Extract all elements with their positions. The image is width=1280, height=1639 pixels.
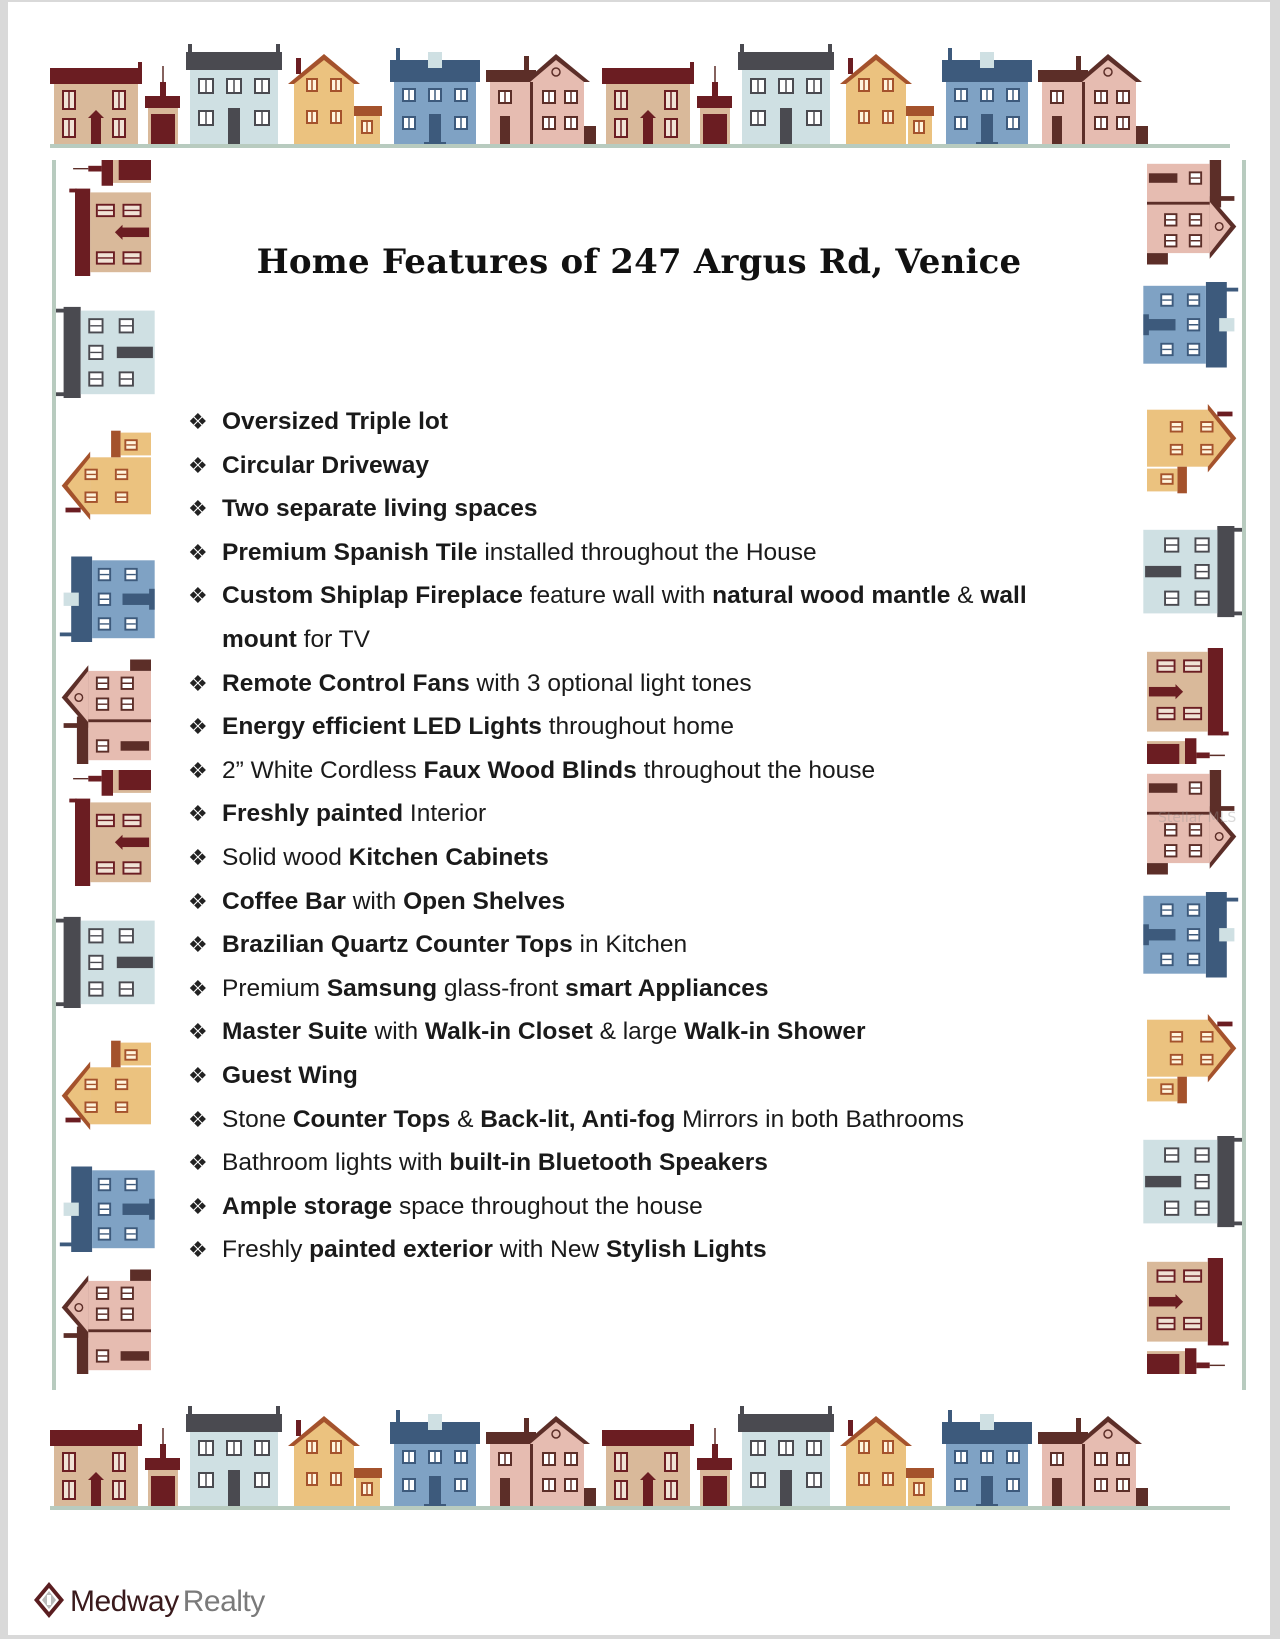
feature-highlight: natural wood mantle xyxy=(712,582,951,610)
feature-item xyxy=(186,1010,1086,1054)
feature-text: glass-front xyxy=(437,974,566,1002)
yellow-gable-house-icon xyxy=(52,404,162,520)
feature-highlight: Remote Control Fans xyxy=(222,669,470,697)
yellow-gable-house-icon xyxy=(1136,404,1246,520)
feature-item xyxy=(186,836,1086,880)
feature-text: space throughout the house xyxy=(392,1192,703,1220)
feature-highlight: Kitchen Cabinets xyxy=(348,843,549,871)
blue-dormer-house-icon xyxy=(942,1406,1032,1510)
lightblue-colonial-icon xyxy=(52,282,162,398)
feature-text: Freshly xyxy=(222,1236,310,1264)
diamond-bullet-icon: ❖ xyxy=(188,1150,208,1176)
feature-highlight: Counter Tops xyxy=(292,1105,451,1133)
brown-house-with-garage-icon xyxy=(1136,648,1246,764)
ground-line xyxy=(50,1506,1230,1510)
diamond-bullet-icon: ❖ xyxy=(188,409,208,434)
feature-item xyxy=(186,749,1086,793)
feature-highlight: Energy efficient LED Lights xyxy=(222,713,542,741)
pink-gable-house-icon xyxy=(52,648,162,764)
feature-highlight: Faux Wood Blinds xyxy=(423,756,637,784)
blue-dormer-house-icon xyxy=(52,526,162,642)
feature-highlight: Stylish Lights xyxy=(605,1236,767,1264)
brand-logo xyxy=(32,1580,265,1624)
feature-item xyxy=(186,880,1086,924)
feature-highlight: painted exterior xyxy=(309,1236,493,1264)
feature-text: Interior xyxy=(403,800,487,828)
yellow-gable-house-icon xyxy=(840,48,936,148)
feature-highlight: wall mount xyxy=(222,582,1027,653)
feature-item xyxy=(186,1054,1086,1098)
brown-house-with-garage-icon xyxy=(52,770,162,886)
feature-item xyxy=(186,487,1086,531)
feature-text: Stone xyxy=(222,1105,293,1133)
feature-item xyxy=(186,662,1086,706)
feature-highlight: Custom Shiplap Fireplace xyxy=(222,582,523,610)
yellow-gable-house-icon xyxy=(840,1410,936,1510)
diamond-bullet-icon: ❖ xyxy=(188,1062,208,1088)
yellow-gable-house-icon xyxy=(288,1410,384,1510)
feature-highlight: Circular Driveway xyxy=(222,451,429,479)
blue-dormer-house-icon xyxy=(1136,282,1246,398)
lightblue-colonial-icon xyxy=(52,892,162,1008)
diamond-house-icon xyxy=(32,1580,66,1624)
diamond-bullet-icon: ❖ xyxy=(188,670,208,696)
feature-text: Premium xyxy=(222,974,327,1002)
feature-text: with xyxy=(367,1018,425,1046)
diamond-bullet-icon: ❖ xyxy=(188,932,208,958)
feature-highlight: Samsung xyxy=(326,974,438,1002)
diamond-bullet-icon: ❖ xyxy=(188,539,208,565)
feature-highlight: Walk-in Shower xyxy=(684,1018,866,1046)
feature-text: installed throughout the House xyxy=(477,538,817,566)
blue-dormer-house-icon xyxy=(1136,892,1246,1008)
diamond-bullet-icon: ❖ xyxy=(188,452,208,478)
pink-gable-house-icon xyxy=(486,1410,596,1510)
feature-text: 2” White Cordless xyxy=(222,756,424,784)
feature-text: with 3 optional light tones xyxy=(469,669,752,697)
diamond-bullet-icon: ❖ xyxy=(188,714,208,740)
feature-item xyxy=(186,923,1086,967)
pink-gable-house-icon xyxy=(1038,1410,1148,1510)
feature-text: in Kitchen xyxy=(572,931,688,959)
yellow-gable-house-icon xyxy=(1136,1014,1246,1130)
feature-item xyxy=(186,574,1086,661)
feature-highlight: Brazilian Quartz Counter Tops xyxy=(222,931,573,959)
feature-text: & xyxy=(450,1105,481,1133)
feature-item xyxy=(186,967,1086,1011)
feature-highlight: Open Shelves xyxy=(403,887,566,915)
lightblue-colonial-icon xyxy=(186,1406,282,1510)
diamond-bullet-icon: ❖ xyxy=(188,496,208,522)
features-list xyxy=(186,400,1086,1272)
blue-dormer-house-icon xyxy=(52,1136,162,1252)
feature-text: Solid wood xyxy=(222,843,349,871)
feature-text: throughout home xyxy=(541,713,734,741)
diamond-bullet-icon: ❖ xyxy=(188,757,208,783)
pink-gable-house-icon xyxy=(52,1258,162,1374)
feature-text: & large xyxy=(592,1018,685,1046)
brown-house-with-garage-icon xyxy=(50,1410,180,1510)
diamond-bullet-icon: ❖ xyxy=(188,1019,208,1045)
feature-text: Bathroom lights with xyxy=(222,1149,450,1177)
feature-item xyxy=(186,1098,1086,1142)
brand-name-realty: Realty xyxy=(182,1585,265,1618)
feature-item xyxy=(186,531,1086,575)
blue-dormer-house-icon xyxy=(390,1406,480,1510)
brand-name-medway: Medway xyxy=(70,1585,179,1618)
feature-item xyxy=(186,1228,1086,1272)
left-house-border xyxy=(52,160,162,1390)
feature-text: Mirrors in both Bathrooms xyxy=(675,1105,964,1133)
feature-highlight: Coffee Bar xyxy=(222,887,346,915)
bottom-house-border xyxy=(50,1400,1230,1510)
page-title: Home Features of 247 Argus Rd, Venice xyxy=(256,242,1022,282)
diamond-bullet-icon: ❖ xyxy=(188,1237,208,1263)
feature-item xyxy=(186,1185,1086,1229)
feature-highlight: Back-lit, Anti-fog xyxy=(480,1105,676,1133)
diamond-bullet-icon: ❖ xyxy=(188,844,208,870)
feature-highlight: Ample storage xyxy=(222,1192,393,1220)
lightblue-colonial-icon xyxy=(1136,1136,1246,1252)
diamond-bullet-icon: ❖ xyxy=(188,975,208,1001)
feature-text: feature wall with xyxy=(522,582,713,610)
feature-text: for TV xyxy=(296,625,370,653)
brown-house-with-garage-icon xyxy=(50,48,180,148)
feature-item xyxy=(186,705,1086,749)
ground-line xyxy=(50,144,1230,148)
blue-dormer-house-icon xyxy=(390,44,480,148)
diamond-bullet-icon: ❖ xyxy=(188,801,208,827)
feature-highlight: smart Appliances xyxy=(565,974,769,1002)
feature-highlight: Premium Spanish Tile xyxy=(222,538,478,566)
flyer-page xyxy=(8,2,1270,1635)
top-house-border xyxy=(50,38,1230,148)
lightblue-colonial-icon xyxy=(186,44,282,148)
feature-highlight: Freshly painted xyxy=(222,800,404,828)
diamond-bullet-icon: ❖ xyxy=(188,888,208,914)
feature-highlight: Guest Wing xyxy=(222,1061,358,1089)
diamond-bullet-icon: ❖ xyxy=(188,583,208,609)
feature-text: & xyxy=(950,582,981,610)
feature-text: with xyxy=(345,887,404,915)
lightblue-colonial-icon xyxy=(738,44,834,148)
feature-item xyxy=(186,792,1086,836)
pink-gable-house-icon xyxy=(1038,48,1148,148)
lightblue-colonial-icon xyxy=(738,1406,834,1510)
feature-item xyxy=(186,400,1086,444)
feature-highlight: Master Suite xyxy=(222,1018,368,1046)
brown-house-with-garage-icon xyxy=(602,1410,732,1510)
diamond-bullet-icon: ❖ xyxy=(188,1193,208,1219)
feature-item xyxy=(186,444,1086,488)
pink-gable-house-icon xyxy=(1136,770,1246,886)
feature-text: with New xyxy=(492,1236,606,1264)
brown-house-with-garage-icon xyxy=(1136,1258,1246,1374)
lightblue-colonial-icon xyxy=(1136,526,1246,642)
right-house-border xyxy=(1136,160,1246,1390)
pink-gable-house-icon xyxy=(486,48,596,148)
yellow-gable-house-icon xyxy=(288,48,384,148)
blue-dormer-house-icon xyxy=(942,44,1032,148)
feature-highlight: Walk-in Closet xyxy=(424,1018,593,1046)
feature-highlight: Two separate living spaces xyxy=(222,495,538,523)
feature-text: throughout the house xyxy=(636,756,876,784)
diamond-bullet-icon: ❖ xyxy=(188,1106,208,1132)
watermark: Stellar MLS xyxy=(1158,810,1237,826)
yellow-gable-house-icon xyxy=(52,1014,162,1130)
feature-highlight: built-in Bluetooth Speakers xyxy=(449,1149,768,1177)
brown-house-with-garage-icon xyxy=(602,48,732,148)
feature-highlight: Oversized Triple lot xyxy=(222,408,449,435)
feature-item xyxy=(186,1141,1086,1185)
